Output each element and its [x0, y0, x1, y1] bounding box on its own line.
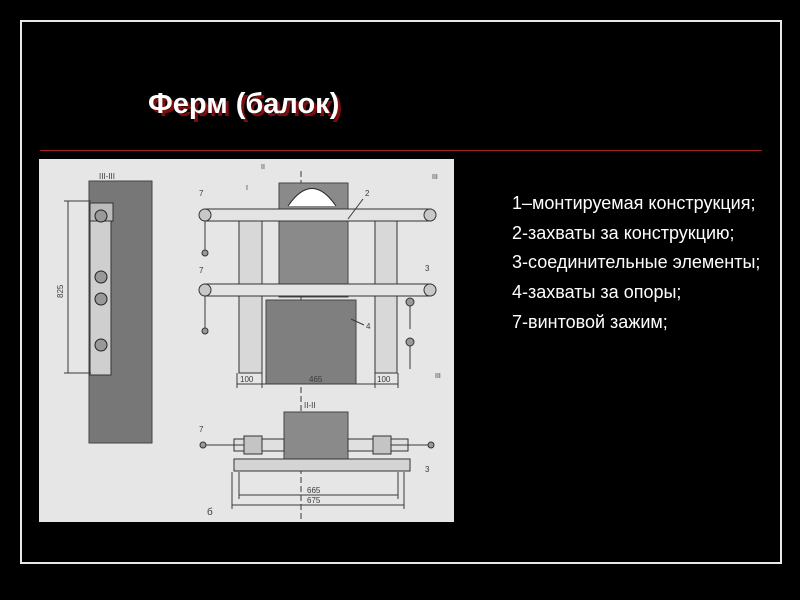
drawing-canvas [39, 159, 454, 522]
plan-knob-left [200, 442, 206, 448]
label-dim-465: 465 [309, 375, 323, 384]
label-letter-b: б [207, 507, 213, 518]
plan-beam [284, 412, 348, 461]
label-dim-825: 825 [56, 284, 65, 298]
label-dim-665: 665 [307, 486, 321, 495]
plan-knob-right [428, 442, 434, 448]
legend-item-1 [512, 189, 782, 219]
plan-base [234, 459, 410, 471]
legend-item-4 [512, 278, 782, 308]
left-hole-2 [95, 271, 107, 283]
left-hole-1 [95, 210, 107, 222]
bar-top [205, 209, 431, 221]
plan-clamp-right [373, 436, 391, 454]
left-hole-3 [95, 293, 107, 305]
screw-knob-1 [202, 250, 208, 256]
screw-knob-3 [406, 298, 414, 306]
callout-7-a: 7 [199, 189, 204, 198]
bolt-mid-right [424, 284, 436, 296]
mark-iii-top: III [432, 174, 438, 181]
legend-item-2 [512, 219, 782, 249]
bolt-top-left [199, 209, 211, 221]
title-divider [40, 150, 762, 151]
callout-7-c: 7 [199, 425, 204, 434]
mark-i-top: I [246, 185, 248, 192]
slide-title: Ферм (балок) [148, 88, 340, 120]
legend [512, 189, 782, 338]
mark-iii-bottom: III [435, 373, 441, 380]
legend-text: –монтируемая конструкция; [522, 193, 756, 213]
callout-4: 4 [366, 322, 371, 331]
legend-num: 2 [512, 222, 523, 243]
legend-text: -винтовой зажим; [522, 311, 668, 332]
bar-middle [205, 284, 431, 296]
left-hole-4 [95, 339, 107, 351]
legend-text: -захваты за опоры; [522, 282, 682, 303]
label-dim-100-left: 100 [240, 375, 254, 384]
callout-7-b: 7 [199, 266, 204, 275]
screw-knob-2 [202, 328, 208, 334]
plan-clamp-left [244, 436, 262, 454]
label-dim-100-right: 100 [377, 375, 391, 384]
beam-lower [266, 300, 356, 384]
legend-item-3 [512, 248, 782, 278]
bolt-top-right [424, 209, 436, 221]
legend-text: -захваты за конструкцию; [522, 222, 735, 243]
callout-2: 2 [365, 189, 370, 198]
label-dim-675: 675 [307, 496, 321, 505]
technical-drawing [39, 159, 454, 522]
legend-num: 7 [512, 311, 523, 332]
mark-ii-top: II [261, 164, 265, 171]
callout-3-b: 3 [425, 465, 430, 474]
legend-num: 3 [512, 252, 523, 273]
legend-text: -соединительные элементы; [522, 252, 761, 273]
legend-item-7 [512, 308, 782, 338]
screw-knob-4 [406, 338, 414, 346]
legend-num: 4 [512, 282, 523, 303]
legend-num: 1 [512, 193, 523, 213]
label-section-iii: III-III [99, 172, 115, 181]
bolt-mid-left [199, 284, 211, 296]
callout-3-a: 3 [425, 264, 430, 273]
label-section-ii: II-II [304, 401, 316, 410]
